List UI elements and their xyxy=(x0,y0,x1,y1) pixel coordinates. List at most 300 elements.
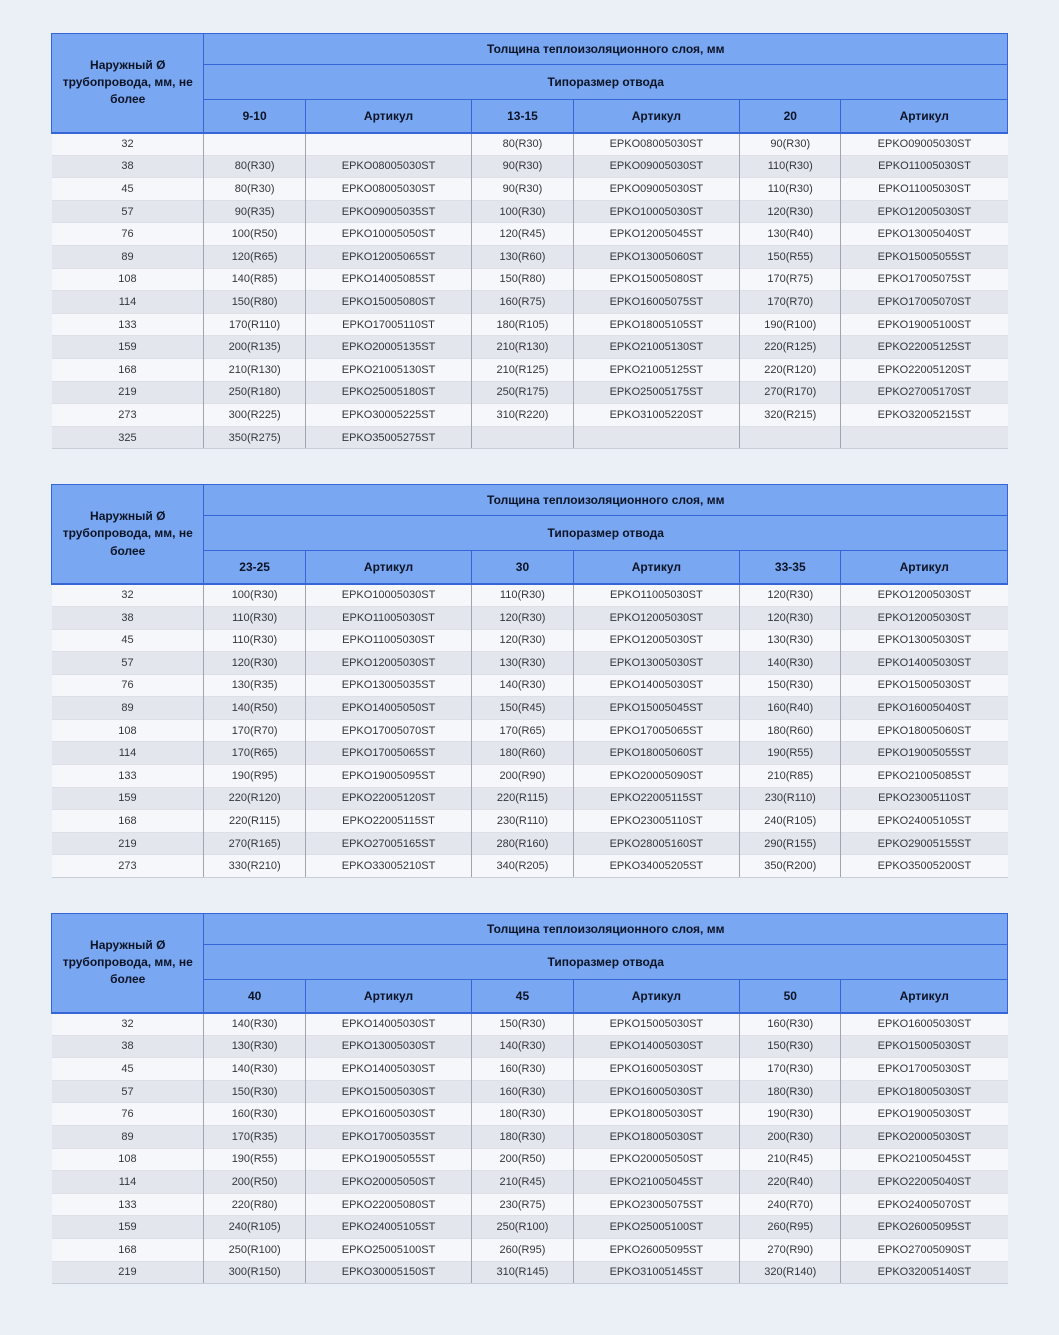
table-row xyxy=(52,336,1008,359)
size-cell: 220(R115) xyxy=(472,787,573,810)
article-cell: EPKO28005160ST xyxy=(573,832,740,855)
size-cell xyxy=(740,426,841,449)
pipe-diameter-cell: 114 xyxy=(52,1171,204,1194)
table-row xyxy=(52,652,1008,675)
size-cell: 350(R275) xyxy=(204,426,305,449)
size-cell xyxy=(472,426,573,449)
article-cell: EPKO25005100ST xyxy=(573,1216,740,1239)
pipe-diameter-cell: 325 xyxy=(52,426,204,449)
size-cell: 160(R30) xyxy=(472,1058,573,1081)
article-cell: EPKO10005030ST xyxy=(305,584,472,607)
size-cell: 180(R30) xyxy=(472,1126,573,1149)
col-header-thickness-3: 20 xyxy=(740,100,841,133)
article-cell: EPKO14005030ST xyxy=(841,652,1008,675)
article-cell: EPKO10005050ST xyxy=(305,223,472,246)
pipe-diameter-cell: 108 xyxy=(52,1148,204,1171)
pipe-diameter-cell: 57 xyxy=(52,1080,204,1103)
table-1-body xyxy=(52,133,1008,449)
size-cell: 270(R170) xyxy=(740,381,841,404)
article-cell: EPKO14005030ST xyxy=(573,1035,740,1058)
article-cell xyxy=(573,426,740,449)
pipe-diameter-header: Наружный Ø трубопровода, мм, не более xyxy=(52,485,204,584)
article-cell: EPKO20005050ST xyxy=(305,1171,472,1194)
size-cell: 220(R80) xyxy=(204,1193,305,1216)
size-cell: 260(R95) xyxy=(740,1216,841,1239)
article-cell: EPKO17005035ST xyxy=(305,1126,472,1149)
article-cell: EPKO33005210ST xyxy=(305,855,472,878)
table-row xyxy=(52,787,1008,810)
size-cell: 130(R30) xyxy=(472,652,573,675)
pipe-diameter-cell: 57 xyxy=(52,200,204,223)
article-cell: EPKO25005180ST xyxy=(305,381,472,404)
pipe-diameter-cell: 159 xyxy=(52,787,204,810)
size-cell: 170(R65) xyxy=(204,742,305,765)
pipe-diameter-cell: 219 xyxy=(52,832,204,855)
size-cell: 120(R30) xyxy=(740,200,841,223)
article-cell: EPKO12005030ST xyxy=(573,629,740,652)
size-cell: 130(R30) xyxy=(740,629,841,652)
article-cell: EPKO20005030ST xyxy=(841,1126,1008,1149)
article-cell: EPKO21005045ST xyxy=(573,1171,740,1194)
article-cell: EPKO12005065ST xyxy=(305,245,472,268)
article-cell: EPKO13005035ST xyxy=(305,674,472,697)
size-cell: 140(R30) xyxy=(472,1035,573,1058)
pipe-diameter-cell: 168 xyxy=(52,810,204,833)
pipe-diameter-cell: 133 xyxy=(52,313,204,336)
size-cell: 80(R30) xyxy=(204,155,305,178)
size-cell: 200(R135) xyxy=(204,336,305,359)
size-cell: 120(R30) xyxy=(472,606,573,629)
article-cell: EPKO19005095ST xyxy=(305,765,472,788)
size-cell: 190(R55) xyxy=(204,1148,305,1171)
pipe-diameter-cell: 32 xyxy=(52,1013,204,1036)
size-cell: 120(R30) xyxy=(204,652,305,675)
size-cell xyxy=(204,133,305,156)
article-cell: EPKO21005045ST xyxy=(841,1148,1008,1171)
article-cell: EPKO22005080ST xyxy=(305,1193,472,1216)
size-cell: 170(R75) xyxy=(740,268,841,291)
article-cell: EPKO23005075ST xyxy=(573,1193,740,1216)
article-cell: EPKO18005030ST xyxy=(841,1080,1008,1103)
size-cell: 150(R80) xyxy=(204,291,305,314)
size-cell: 90(R30) xyxy=(472,155,573,178)
size-cell: 120(R30) xyxy=(740,584,841,607)
article-cell: EPKO18005030ST xyxy=(573,1126,740,1149)
article-cell: EPKO13005030ST xyxy=(573,652,740,675)
size-cell: 340(R205) xyxy=(472,855,573,878)
pipe-diameter-cell: 108 xyxy=(52,719,204,742)
size-cell: 110(R30) xyxy=(740,178,841,201)
article-cell: EPKO35005200ST xyxy=(841,855,1008,878)
size-cell: 90(R30) xyxy=(740,133,841,156)
table-row xyxy=(52,810,1008,833)
size-cell: 150(R30) xyxy=(204,1080,305,1103)
size-cell: 190(R95) xyxy=(204,765,305,788)
article-cell: EPKO23005110ST xyxy=(841,787,1008,810)
pipe-diameter-cell: 45 xyxy=(52,1058,204,1081)
pipe-diameter-cell: 219 xyxy=(52,381,204,404)
article-cell: EPKO12005030ST xyxy=(841,606,1008,629)
size-type-header: Типоразмер отвода xyxy=(204,65,1008,100)
article-cell: EPKO13005040ST xyxy=(841,223,1008,246)
size-cell: 320(R215) xyxy=(740,404,841,427)
size-cell: 100(R50) xyxy=(204,223,305,246)
thickness-header: Толщина теплоизоляционного слоя, мм xyxy=(204,914,1008,945)
article-cell: EPKO16005030ST xyxy=(841,1013,1008,1036)
size-cell: 240(R70) xyxy=(740,1193,841,1216)
article-cell: EPKO20005050ST xyxy=(573,1148,740,1171)
size-cell: 180(R60) xyxy=(740,719,841,742)
size-cell: 160(R30) xyxy=(740,1013,841,1036)
size-cell: 180(R105) xyxy=(472,313,573,336)
size-cell: 160(R30) xyxy=(472,1080,573,1103)
pipe-diameter-cell: 38 xyxy=(52,1035,204,1058)
table-row xyxy=(52,1013,1008,1036)
size-cell: 160(R30) xyxy=(204,1103,305,1126)
pipe-diameter-cell: 133 xyxy=(52,765,204,788)
col-header-thickness-2: 30 xyxy=(472,551,573,584)
article-cell: EPKO31005145ST xyxy=(573,1261,740,1284)
article-cell: EPKO16005030ST xyxy=(573,1080,740,1103)
size-cell: 210(R130) xyxy=(472,336,573,359)
article-cell: EPKO20005135ST xyxy=(305,336,472,359)
size-cell: 240(R105) xyxy=(740,810,841,833)
pipe-diameter-cell: 32 xyxy=(52,584,204,607)
article-cell: EPKO15005055ST xyxy=(841,245,1008,268)
article-cell: EPKO25005100ST xyxy=(305,1238,472,1261)
article-cell: EPKO14005085ST xyxy=(305,268,472,291)
article-cell: EPKO26005095ST xyxy=(573,1238,740,1261)
col-header-article: Артикул xyxy=(305,980,472,1013)
pipe-diameter-cell: 273 xyxy=(52,855,204,878)
article-cell: EPKO17005110ST xyxy=(305,313,472,336)
pipe-diameter-cell: 108 xyxy=(52,268,204,291)
size-cell: 230(R110) xyxy=(740,787,841,810)
size-cell: 190(R55) xyxy=(740,742,841,765)
table-row xyxy=(52,268,1008,291)
table-row xyxy=(52,832,1008,855)
table-row xyxy=(52,358,1008,381)
size-cell: 220(R125) xyxy=(740,336,841,359)
size-cell: 150(R80) xyxy=(472,268,573,291)
size-cell: 80(R30) xyxy=(472,133,573,156)
size-cell: 240(R105) xyxy=(204,1216,305,1239)
table-row xyxy=(52,404,1008,427)
size-cell: 270(R165) xyxy=(204,832,305,855)
table-row xyxy=(52,1080,1008,1103)
size-cell: 170(R35) xyxy=(204,1126,305,1149)
size-cell: 310(R220) xyxy=(472,404,573,427)
size-cell: 190(R100) xyxy=(740,313,841,336)
table-row xyxy=(52,291,1008,314)
article-cell: EPKO17005065ST xyxy=(573,719,740,742)
size-cell: 140(R30) xyxy=(204,1058,305,1081)
table-2-body xyxy=(52,584,1008,878)
article-cell: EPKO13005060ST xyxy=(573,245,740,268)
size-cell: 130(R60) xyxy=(472,245,573,268)
article-cell: EPKO16005030ST xyxy=(573,1058,740,1081)
article-cell: EPKO22005040ST xyxy=(841,1171,1008,1194)
size-cell: 230(R75) xyxy=(472,1193,573,1216)
pipe-diameter-cell: 168 xyxy=(52,1238,204,1261)
pipe-diameter-cell: 32 xyxy=(52,133,204,156)
size-type-header: Типоразмер отвода xyxy=(204,945,1008,980)
article-cell: EPKO09005035ST xyxy=(305,200,472,223)
size-cell: 170(R110) xyxy=(204,313,305,336)
size-cell: 120(R30) xyxy=(472,629,573,652)
size-cell: 230(R110) xyxy=(472,810,573,833)
thickness-header: Толщина теплоизоляционного слоя, мм xyxy=(204,34,1008,65)
pipe-diameter-cell: 45 xyxy=(52,178,204,201)
article-cell: EPKO25005175ST xyxy=(573,381,740,404)
size-cell: 250(R180) xyxy=(204,381,305,404)
size-cell: 140(R85) xyxy=(204,268,305,291)
size-cell: 130(R35) xyxy=(204,674,305,697)
article-cell: EPKO09005030ST xyxy=(573,178,740,201)
article-cell: EPKO24005105ST xyxy=(841,810,1008,833)
table-row xyxy=(52,426,1008,449)
size-cell: 120(R65) xyxy=(204,245,305,268)
size-type-header: Типоразмер отвода xyxy=(204,516,1008,551)
article-cell: EPKO15005030ST xyxy=(573,1013,740,1036)
pipe-diameter-cell: 38 xyxy=(52,155,204,178)
table-row xyxy=(52,765,1008,788)
article-cell: EPKO21005130ST xyxy=(573,336,740,359)
pipe-diameter-cell: 114 xyxy=(52,742,204,765)
size-cell: 180(R60) xyxy=(472,742,573,765)
insulation-table-3 xyxy=(51,913,1008,1284)
col-header-thickness-1: 9-10 xyxy=(204,100,305,133)
table-row xyxy=(52,381,1008,404)
size-cell: 130(R30) xyxy=(204,1035,305,1058)
col-header-article: Артикул xyxy=(573,100,740,133)
article-cell: EPKO32005215ST xyxy=(841,404,1008,427)
article-cell: EPKO13005030ST xyxy=(841,629,1008,652)
article-cell: EPKO19005100ST xyxy=(841,313,1008,336)
article-cell: EPKO22005125ST xyxy=(841,336,1008,359)
article-cell: EPKO17005075ST xyxy=(841,268,1008,291)
size-cell: 150(R30) xyxy=(472,1013,573,1036)
size-cell: 260(R95) xyxy=(472,1238,573,1261)
pipe-diameter-cell: 159 xyxy=(52,336,204,359)
size-cell: 210(R125) xyxy=(472,358,573,381)
article-cell: EPKO22005115ST xyxy=(305,810,472,833)
article-cell: EPKO11005030ST xyxy=(573,584,740,607)
size-cell: 180(R30) xyxy=(740,1080,841,1103)
size-cell: 150(R30) xyxy=(740,1035,841,1058)
size-cell: 110(R30) xyxy=(740,155,841,178)
table-row xyxy=(52,1103,1008,1126)
size-cell: 120(R30) xyxy=(740,606,841,629)
article-cell: EPKO21005130ST xyxy=(305,358,472,381)
article-cell: EPKO15005030ST xyxy=(841,674,1008,697)
size-cell: 180(R30) xyxy=(472,1103,573,1126)
pipe-diameter-header: Наружный Ø трубопровода, мм, не более xyxy=(52,914,204,1013)
article-cell: EPKO22005120ST xyxy=(841,358,1008,381)
table-row xyxy=(52,1035,1008,1058)
col-header-thickness-3: 50 xyxy=(740,980,841,1013)
table-row xyxy=(52,155,1008,178)
article-cell: EPKO12005030ST xyxy=(841,584,1008,607)
size-cell: 250(R100) xyxy=(472,1216,573,1239)
col-header-article: Артикул xyxy=(841,551,1008,584)
article-cell: EPKO17005070ST xyxy=(841,291,1008,314)
size-cell: 200(R50) xyxy=(472,1148,573,1171)
article-cell: EPKO24005105ST xyxy=(305,1216,472,1239)
article-cell: EPKO18005060ST xyxy=(573,742,740,765)
table-row xyxy=(52,742,1008,765)
size-cell: 170(R70) xyxy=(740,291,841,314)
article-cell: EPKO21005125ST xyxy=(573,358,740,381)
pipe-diameter-cell: 159 xyxy=(52,1216,204,1239)
article-cell: EPKO15005030ST xyxy=(841,1035,1008,1058)
article-cell: EPKO16005075ST xyxy=(573,291,740,314)
pipe-diameter-cell: 45 xyxy=(52,629,204,652)
table-row xyxy=(52,584,1008,607)
pipe-diameter-cell: 273 xyxy=(52,404,204,427)
article-cell: EPKO14005030ST xyxy=(305,1058,472,1081)
table-row xyxy=(52,1261,1008,1284)
article-cell: EPKO22005120ST xyxy=(305,787,472,810)
size-cell: 160(R40) xyxy=(740,697,841,720)
size-cell: 210(R130) xyxy=(204,358,305,381)
article-cell: EPKO18005060ST xyxy=(841,719,1008,742)
pipe-diameter-cell: 219 xyxy=(52,1261,204,1284)
size-cell: 310(R145) xyxy=(472,1261,573,1284)
size-cell: 140(R30) xyxy=(740,652,841,675)
article-cell: EPKO32005140ST xyxy=(841,1261,1008,1284)
article-cell: EPKO15005045ST xyxy=(573,697,740,720)
col-header-article: Артикул xyxy=(573,551,740,584)
article-cell: EPKO12005030ST xyxy=(841,200,1008,223)
table-row xyxy=(52,1126,1008,1149)
pipe-diameter-cell: 89 xyxy=(52,697,204,720)
table-row xyxy=(52,1148,1008,1171)
size-cell: 220(R120) xyxy=(204,787,305,810)
size-cell: 210(R85) xyxy=(740,765,841,788)
pipe-diameter-cell: 89 xyxy=(52,1126,204,1149)
article-cell: EPKO08005030ST xyxy=(305,178,472,201)
size-cell: 140(R30) xyxy=(204,1013,305,1036)
size-cell: 110(R30) xyxy=(204,629,305,652)
article-cell: EPKO23005110ST xyxy=(573,810,740,833)
table-3-body xyxy=(52,1013,1008,1284)
article-cell: EPKO17005030ST xyxy=(841,1058,1008,1081)
pipe-diameter-cell: 76 xyxy=(52,1103,204,1126)
col-header-article: Артикул xyxy=(305,551,472,584)
insulation-table-1 xyxy=(51,33,1008,449)
article-cell: EPKO11005030ST xyxy=(305,629,472,652)
size-cell: 320(R140) xyxy=(740,1261,841,1284)
article-cell: EPKO17005065ST xyxy=(305,742,472,765)
size-cell: 100(R30) xyxy=(204,584,305,607)
size-cell: 280(R160) xyxy=(472,832,573,855)
table-row xyxy=(52,719,1008,742)
size-cell: 210(R45) xyxy=(740,1148,841,1171)
table-row xyxy=(52,1238,1008,1261)
col-header-thickness-1: 23-25 xyxy=(204,551,305,584)
article-cell: EPKO18005105ST xyxy=(573,313,740,336)
article-cell xyxy=(305,133,472,156)
article-cell: EPKO08005030ST xyxy=(573,133,740,156)
article-cell: EPKO11005030ST xyxy=(841,155,1008,178)
table-row xyxy=(52,606,1008,629)
size-cell: 350(R200) xyxy=(740,855,841,878)
pipe-diameter-cell: 89 xyxy=(52,245,204,268)
article-cell: EPKO27005170ST xyxy=(841,381,1008,404)
article-cell: EPKO14005030ST xyxy=(305,1013,472,1036)
size-cell: 170(R65) xyxy=(472,719,573,742)
article-cell: EPKO27005090ST xyxy=(841,1238,1008,1261)
size-cell: 220(R115) xyxy=(204,810,305,833)
table-row xyxy=(52,674,1008,697)
size-cell: 200(R50) xyxy=(204,1171,305,1194)
article-cell: EPKO15005080ST xyxy=(305,291,472,314)
col-header-thickness-2: 13-15 xyxy=(472,100,573,133)
col-header-thickness-2: 45 xyxy=(472,980,573,1013)
article-cell: EPKO21005085ST xyxy=(841,765,1008,788)
col-header-article: Артикул xyxy=(841,980,1008,1013)
article-cell: EPKO22005115ST xyxy=(573,787,740,810)
size-cell: 90(R35) xyxy=(204,200,305,223)
pipe-diameter-cell: 76 xyxy=(52,674,204,697)
table-3-header xyxy=(52,914,1008,1013)
size-cell: 170(R30) xyxy=(740,1058,841,1081)
article-cell xyxy=(841,426,1008,449)
article-cell: EPKO16005040ST xyxy=(841,697,1008,720)
size-cell: 140(R30) xyxy=(472,674,573,697)
article-cell: EPKO19005055ST xyxy=(305,1148,472,1171)
size-cell: 220(R120) xyxy=(740,358,841,381)
article-cell: EPKO13005030ST xyxy=(305,1035,472,1058)
table-row xyxy=(52,200,1008,223)
table-row xyxy=(52,313,1008,336)
table-row xyxy=(52,245,1008,268)
size-cell: 150(R55) xyxy=(740,245,841,268)
article-cell: EPKO11005030ST xyxy=(305,606,472,629)
table-row xyxy=(52,697,1008,720)
size-cell: 250(R175) xyxy=(472,381,573,404)
article-cell: EPKO15005030ST xyxy=(305,1080,472,1103)
table-row xyxy=(52,133,1008,156)
article-cell: EPKO14005050ST xyxy=(305,697,472,720)
col-header-article: Артикул xyxy=(841,100,1008,133)
col-header-article: Артикул xyxy=(305,100,472,133)
size-cell: 200(R90) xyxy=(472,765,573,788)
article-cell: EPKO18005030ST xyxy=(573,1103,740,1126)
article-cell: EPKO09005030ST xyxy=(841,133,1008,156)
size-cell: 300(R225) xyxy=(204,404,305,427)
size-cell: 330(R210) xyxy=(204,855,305,878)
article-cell: EPKO27005165ST xyxy=(305,832,472,855)
size-cell: 300(R150) xyxy=(204,1261,305,1284)
table-row xyxy=(52,855,1008,878)
table-row xyxy=(52,223,1008,246)
size-cell: 110(R30) xyxy=(204,606,305,629)
article-cell: EPKO34005205ST xyxy=(573,855,740,878)
size-cell: 250(R100) xyxy=(204,1238,305,1261)
size-cell: 270(R90) xyxy=(740,1238,841,1261)
table-row xyxy=(52,1216,1008,1239)
thickness-header: Толщина теплоизоляционного слоя, мм xyxy=(204,485,1008,516)
table-row xyxy=(52,1171,1008,1194)
size-cell: 170(R70) xyxy=(204,719,305,742)
size-cell: 190(R30) xyxy=(740,1103,841,1126)
table-row xyxy=(52,178,1008,201)
pipe-diameter-cell: 76 xyxy=(52,223,204,246)
article-cell: EPKO26005095ST xyxy=(841,1216,1008,1239)
article-cell: EPKO10005030ST xyxy=(573,200,740,223)
